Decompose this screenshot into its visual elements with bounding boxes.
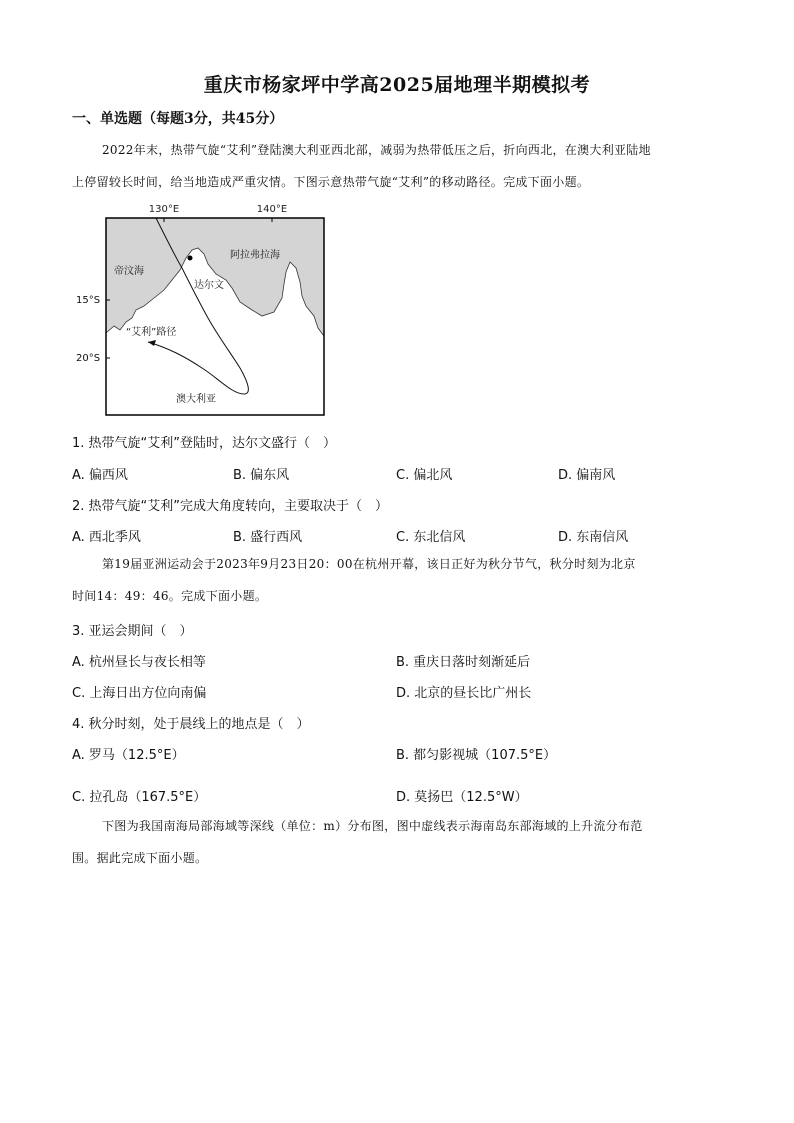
q4-option-b[interactable]: B. 都匀影视城（107.5°E） [396, 748, 557, 763]
passage-1-line-1: 2022年末，热带气旋“艾利”登陆澳大利亚西北部，减弱为热带低压之后，折向西北，在澳大利亚陆地 [102, 143, 651, 157]
q2-option-b[interactable]: B. 盛行西风 [233, 530, 303, 545]
darwin-marker-icon [188, 256, 193, 261]
label-arafura-sea: 阿拉弗拉海 [230, 250, 280, 261]
passage-2 [72, 548, 722, 612]
map-svg [96, 200, 336, 422]
label-path: “艾利”路径 [126, 327, 177, 338]
q3-option-a[interactable]: A. 杭州昼长与夜长相等 [72, 655, 206, 670]
passage-1 [72, 134, 722, 198]
q1-option-a[interactable]: A. 偏西风 [72, 468, 128, 483]
q1-option-c[interactable]: C. 偏北风 [396, 468, 453, 483]
q4-option-a[interactable]: A. 罗马（12.5°E） [72, 748, 185, 763]
q3-option-b[interactable]: B. 重庆日落时刻渐延后 [396, 655, 531, 670]
label-australia: 澳大利亚 [176, 394, 216, 405]
label-darwin: 达尔文 [194, 280, 224, 291]
q2-option-a[interactable]: A. 西北季风 [72, 530, 141, 545]
q1-option-d[interactable]: D. 偏南风 [558, 468, 616, 483]
section-heading: 一、单选题（每题3分，共45分） [72, 111, 284, 127]
lat-label-15-text: 15°S [76, 295, 101, 306]
passage-1-line-2: 上停留较长时间，给当地造成严重灾情。下图示意热带气旋“艾利”的移动路径。完成下面小题。 [72, 175, 590, 189]
q1-option-b[interactable]: B. 偏东风 [233, 468, 290, 483]
question-4-stem: 4. 秋分时刻，处于晨线上的地点是（ ） [72, 717, 310, 732]
q2-option-d[interactable]: D. 东南信风 [558, 530, 629, 545]
q3-option-c[interactable]: C. 上海日出方位向南偏 [72, 686, 207, 701]
lon-label-140: 140°E [256, 204, 288, 215]
lon-label-130: 130°E [148, 204, 180, 215]
page-title: 重庆市杨家坪中学高2025届地理半期模拟考 [203, 74, 591, 96]
question-1-stem: 1. 热带气旋“艾利”登陆时，达尔文盛行（ ） [72, 436, 337, 451]
q4-option-d[interactable]: D. 莫扬巴（12.5°W） [396, 790, 528, 805]
q3-option-d[interactable]: D. 北京的昼长比广州长 [396, 686, 532, 701]
label-timor-sea: 帝汶海 [114, 266, 144, 277]
passage-3-line-1: 下图为我国南海局部海域等深线（单位：m）分布图，图中虚线表示海南岛东部海域的上升流分布范 [102, 819, 643, 833]
question-3-stem: 3. 亚运会期间（ ） [72, 624, 193, 639]
passage-2-line-1: 第19届亚洲运动会于2023年9月23日20：00在杭州开幕，该日正好为秋分节气，秋分时刻为北京 [102, 557, 636, 571]
q2-option-c[interactable]: C. 东北信风 [396, 530, 466, 545]
passage-3 [72, 810, 722, 874]
q4-option-c[interactable]: C. 拉孔岛（167.5°E） [72, 790, 207, 805]
lat-label-20-text: 20°S [76, 353, 101, 364]
cyclone-path-map [96, 200, 336, 422]
passage-2-line-2: 时间14：49：46。完成下面小题。 [72, 589, 268, 603]
question-2-stem: 2. 热带气旋“艾利”完成大角度转向，主要取决于（ ） [72, 499, 389, 514]
passage-3-line-2: 围。据此完成下面小题。 [72, 851, 208, 865]
